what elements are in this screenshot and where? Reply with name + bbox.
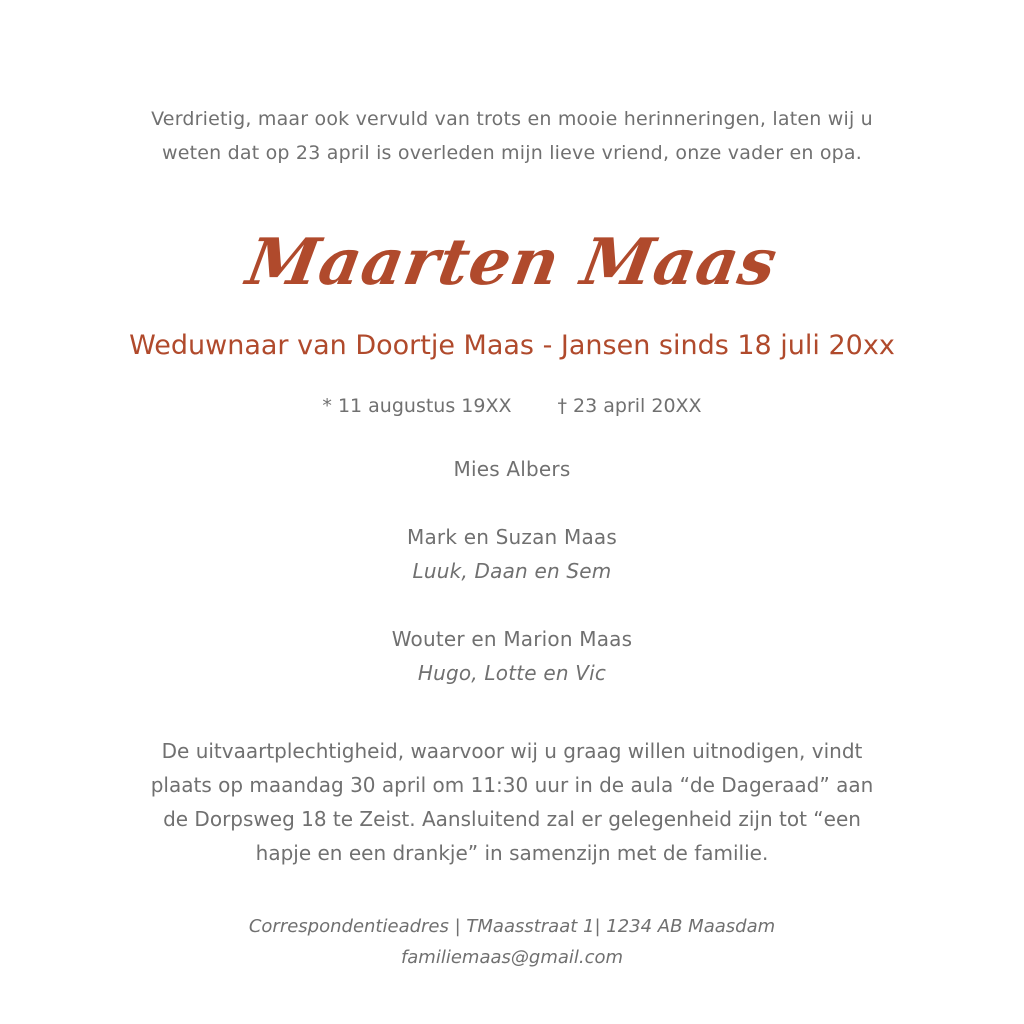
correspondence-email: familiemaas@gmail.com [400,947,624,968]
family-grandchildren-1: Luuk, Daan en Sem [412,559,612,583]
intro-line-2: weten dat op 23 april is overleden mijn lieve vriend, onze vader en opa. [161,142,863,164]
family-partner: Mies Albers [453,457,571,481]
ceremony-line-3: de Dorpsweg 18 te Zeist. Aansluitend zal er gelegenheid zijn tot “een [163,807,861,831]
correspondence-address: Correspondentieadres | TMaasstraat 1| 1234 AB Maasdam [248,916,776,937]
deceased-name: Maarten Maas [241,225,783,300]
intro-line-1: Verdrietig, maar ook vervuld van trots en mooie herinneringen, laten wij u [151,108,873,130]
family-grandchildren-2: Hugo, Lotte en Vic [417,661,607,685]
ceremony-line-2: plaats op maandag 30 april om 11:30 uur in de aula “de Dageraad” aan [150,773,874,797]
life-dates [0,390,1024,422]
ceremony-text [0,734,1024,870]
birth-date: * 11 augustus 19XX [322,395,512,417]
ceremony-line-1: De uitvaartplechtigheid, waarvoor wij u graag willen uitnodigen, vindt [161,739,863,763]
family-child-2: Wouter en Marion Maas [391,627,633,651]
death-date: † 23 april 20XX [557,395,702,417]
intro-text [0,102,1024,170]
family-child-1: Mark en Suzan Maas [407,525,617,549]
ceremony-line-4: hapje en een drankje” in samenzijn met de familie. [255,841,769,865]
widower-subtitle: Weduwnaar van Doortje Maas - Jansen sinds 18 juli 20xx [129,330,895,361]
